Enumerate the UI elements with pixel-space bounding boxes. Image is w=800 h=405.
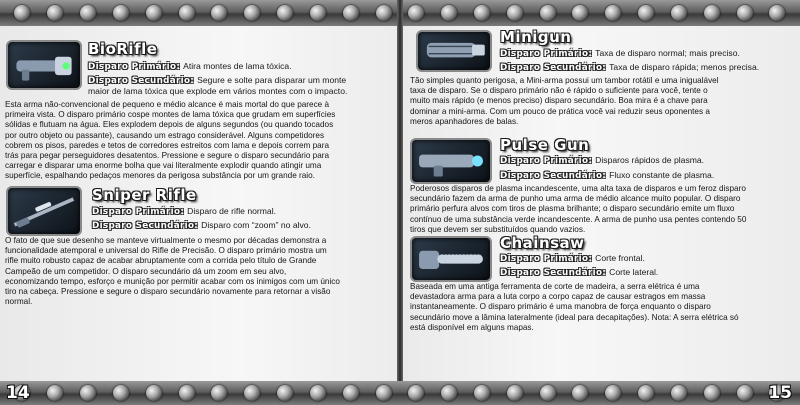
biorifle-secondary-line: [88, 75, 346, 86]
biorifle-title: BioRifle: [88, 40, 158, 58]
rivet-icon: [474, 385, 490, 401]
rivet-icon: [605, 385, 621, 401]
rivet-icon: [244, 5, 260, 21]
text-line: carregar e disparar uma enorme bolha que vai literalmente explodir quando atingir uma: [5, 161, 322, 171]
chainsaw-description: [410, 282, 798, 333]
primary-fire-label: Disparo Primário:: [500, 156, 593, 166]
secondary-fire-label: Disparo Secundário:: [88, 76, 195, 86]
minigun-title: Minigun: [500, 28, 572, 46]
rivet-icon: [704, 385, 720, 401]
text-line: cobrem os pisos, paredes e tetos de corredores estreitos com lama e depois correm para: [5, 140, 330, 150]
text-line: Esta arma não-convencional de pequeno e médio alcance é mais mortal do que parece à: [5, 100, 330, 109]
rivet-icon: [47, 5, 63, 21]
rivet-icon: [211, 385, 227, 401]
sniper-secondary-text: Disparo com “zoom” no alvo.: [201, 220, 311, 230]
rivet-icon: [179, 5, 195, 21]
rivet-icon: [146, 385, 162, 401]
rivet-icon: [408, 385, 424, 401]
right-page: [402, 26, 800, 381]
primary-fire-label: Disparo Primário:: [500, 254, 593, 264]
rivet-icon: [376, 5, 392, 21]
rivet-icon: [671, 385, 687, 401]
primary-fire-label: Disparo Primário:: [88, 62, 181, 72]
text-line: Baseada em uma antiga ferramenta de corte de madeira, a serra elétrica é uma: [410, 282, 700, 291]
minigun-secondary-text: Taxa de disparo rápida; menos precisa.: [609, 62, 760, 72]
chainsaw-icon: [410, 236, 492, 282]
text-line: instantaneamente. O disparo primário é uma manobra de força enquanto o disparo: [410, 302, 711, 312]
sniper-secondary-line: [92, 220, 311, 231]
rivet-icon: [244, 385, 260, 401]
rivet-icon: [343, 5, 359, 21]
rivet-icon: [572, 385, 588, 401]
left-page: [0, 26, 398, 381]
rivet-icon: [704, 5, 720, 21]
text-line: tiro na cabeça. Pressione e segure o disparo secundário novamente para retornar a visão: [5, 287, 331, 297]
minigun-primary-line: [500, 48, 740, 59]
rivet-icon: [441, 5, 457, 21]
text-line: meros apanhadores de balas.: [410, 116, 519, 126]
rivet-icon: [540, 385, 556, 401]
pulse-primary-line: [500, 155, 704, 166]
chainsaw-secondary-text: Corte lateral.: [609, 267, 659, 277]
bottom-rivet-border: [0, 381, 800, 405]
rivet-icon: [310, 5, 326, 21]
minigun-description: [410, 76, 798, 127]
pulse-primary-text: Disparos rápidos de plasma.: [595, 155, 705, 165]
text-line: tiros que devem ser substituídos quando vazios.: [410, 224, 586, 234]
rivet-icon: [80, 385, 96, 401]
text-line: Tão simples quanto perigosa, a Mini-arma possui um tambor rotátil e uma inigualável: [410, 76, 719, 85]
rivet-icon: [14, 5, 30, 21]
sniper-primary-text: Disparo de rifle normal.: [187, 206, 276, 216]
sniper-rifle-title: Sniper Rifle: [92, 186, 197, 204]
text-line: sólidas e flutuam na água. Eles explodem depois de alguns segundos (ou quando tocados: [5, 120, 334, 130]
biorifle-secondary-text-2: maior de lama tóxica que explode em vários montes com o impacto.: [88, 86, 348, 96]
pulse-gun-icon: [410, 138, 492, 184]
chainsaw-primary-text: Corte frontal.: [595, 253, 645, 263]
pulse-secondary-line: [500, 170, 714, 181]
text-line: Campeão de um competidor. O disparo secundário dá um zoom em seu alvo,: [5, 266, 287, 276]
sniper-description: [5, 236, 395, 307]
minigun-primary-text: Taxa de disparo normal; mais preciso.: [595, 48, 740, 58]
text-line: trás para pegar perseguidores desatentos. Pressione e segure o disparo secundário para: [5, 151, 330, 161]
text-line: está disponível em alguns mapas.: [410, 322, 534, 332]
text-line: contínuo de uma substância verde incandescente. A arma de punho usa pentes contendo 50: [410, 214, 747, 224]
minigun-secondary-line: [500, 62, 759, 73]
rivet-icon: [474, 5, 490, 21]
biorifle-secondary-text-1: Segure e solte para disparar um monte: [197, 75, 347, 85]
biorifle-icon: [6, 40, 82, 90]
text-line: por outro objeto ou passante), causando um estrago considerável. Alguns competidores: [5, 130, 325, 140]
chainsaw-title: Chainsaw: [500, 234, 585, 252]
rivet-icon: [146, 5, 162, 21]
rivet-icon: [211, 5, 227, 21]
text-line: Poderosos disparos de plasma incandescente, uma alta taxa de disparos e um feroz disparo: [410, 184, 746, 193]
rivet-icon: [638, 5, 654, 21]
text-line: secundário move a lâmina lateralmente (ideal para decapitações). Nota: A serra elétrica só: [410, 312, 739, 322]
rivet-icon: [507, 5, 523, 21]
page-number-left: 14: [6, 383, 30, 403]
text-line: primário perfura alvos com tiros de plasma brilhante; o disparo secundário emite um fluxo: [410, 204, 735, 214]
sniper-rifle-icon: [6, 186, 82, 236]
rivet-icon: [671, 5, 687, 21]
text-line: economizando tempo, esforço e munição por permitir acabar com os inimigos com um único: [5, 276, 340, 286]
pulse-gun-title: Pulse Gun: [500, 136, 590, 154]
page-gutter: [397, 0, 403, 405]
page-number-right: 15: [768, 383, 792, 403]
rivet-icon: [769, 5, 785, 21]
rivet-icon: [540, 5, 556, 21]
rivet-icon: [737, 385, 753, 401]
rivet-icon: [179, 385, 195, 401]
minigun-icon: [416, 30, 492, 72]
rivet-icon: [376, 385, 392, 401]
text-line: superfície, espalhando pedaços menores da perigosa substância por um grande raio.: [5, 171, 315, 181]
rivet-icon: [507, 385, 523, 401]
text-line: O fato de que sue desenho se manteve virtualmente o mesmo por décadas demonstra a: [5, 236, 327, 245]
chainsaw-secondary-line: [500, 267, 658, 278]
text-line: secundário fazem da arma de punho uma arma de médio alcance muito popular. O disparo: [410, 194, 741, 204]
rivet-icon: [277, 385, 293, 401]
rivet-icon: [310, 385, 326, 401]
text-line: dominar a mini-arma. Com um pouco de prática você vai reduzir seus oponentes a: [410, 106, 710, 116]
rivet-icon: [277, 5, 293, 21]
text-line: taxa de disparo. Se o disparo primário não é rápido o suficiente para você, tente o: [410, 86, 708, 96]
secondary-fire-label: Disparo Secundário:: [500, 171, 607, 181]
primary-fire-label: Disparo Primário:: [92, 207, 185, 217]
rivet-icon: [638, 385, 654, 401]
secondary-fire-label: Disparo Secundário:: [500, 268, 607, 278]
rivet-icon: [737, 5, 753, 21]
text-line: rifle muito robusto capaz de acabar abruptamente com a corrida pelo título de Grande: [5, 256, 317, 266]
rivet-icon: [441, 385, 457, 401]
rivet-icon: [343, 385, 359, 401]
rivet-icon: [113, 5, 129, 21]
pulse-gun-description: [410, 184, 798, 235]
text-line: primeira vista. O disparo primário cospe montes de lama tóxica que grudam em superfícies: [5, 110, 336, 120]
text-line: devastadora arma para a luta corpo a corpo capaz de causar estragos em massa: [410, 292, 706, 302]
pulse-secondary-text: Fluxo constante de plasma.: [609, 170, 715, 180]
text-line: muito mais rápido (e menos preciso) disparo secundário. Boa mira é a chave para: [410, 96, 708, 106]
biorifle-primary-line: [88, 61, 292, 72]
rivet-icon: [113, 385, 129, 401]
secondary-fire-label: Disparo Secundário:: [500, 63, 607, 73]
sniper-primary-line: [92, 206, 276, 217]
rivet-icon: [408, 5, 424, 21]
rivet-icon: [47, 385, 63, 401]
text-line: normal.: [5, 297, 33, 307]
secondary-fire-label: Disparo Secundário:: [92, 221, 199, 231]
rivet-icon: [80, 5, 96, 21]
rivet-icon: [572, 5, 588, 21]
biorifle-description: [5, 100, 395, 182]
rivet-icon: [605, 5, 621, 21]
text-line: funcionalidade atemporal e universal do Rifle de Precisão. O disparo primário mostra um: [5, 246, 327, 256]
primary-fire-label: Disparo Primário:: [500, 49, 593, 59]
biorifle-primary-text: Atira montes de lama tóxica.: [183, 61, 292, 71]
chainsaw-primary-line: [500, 253, 645, 264]
